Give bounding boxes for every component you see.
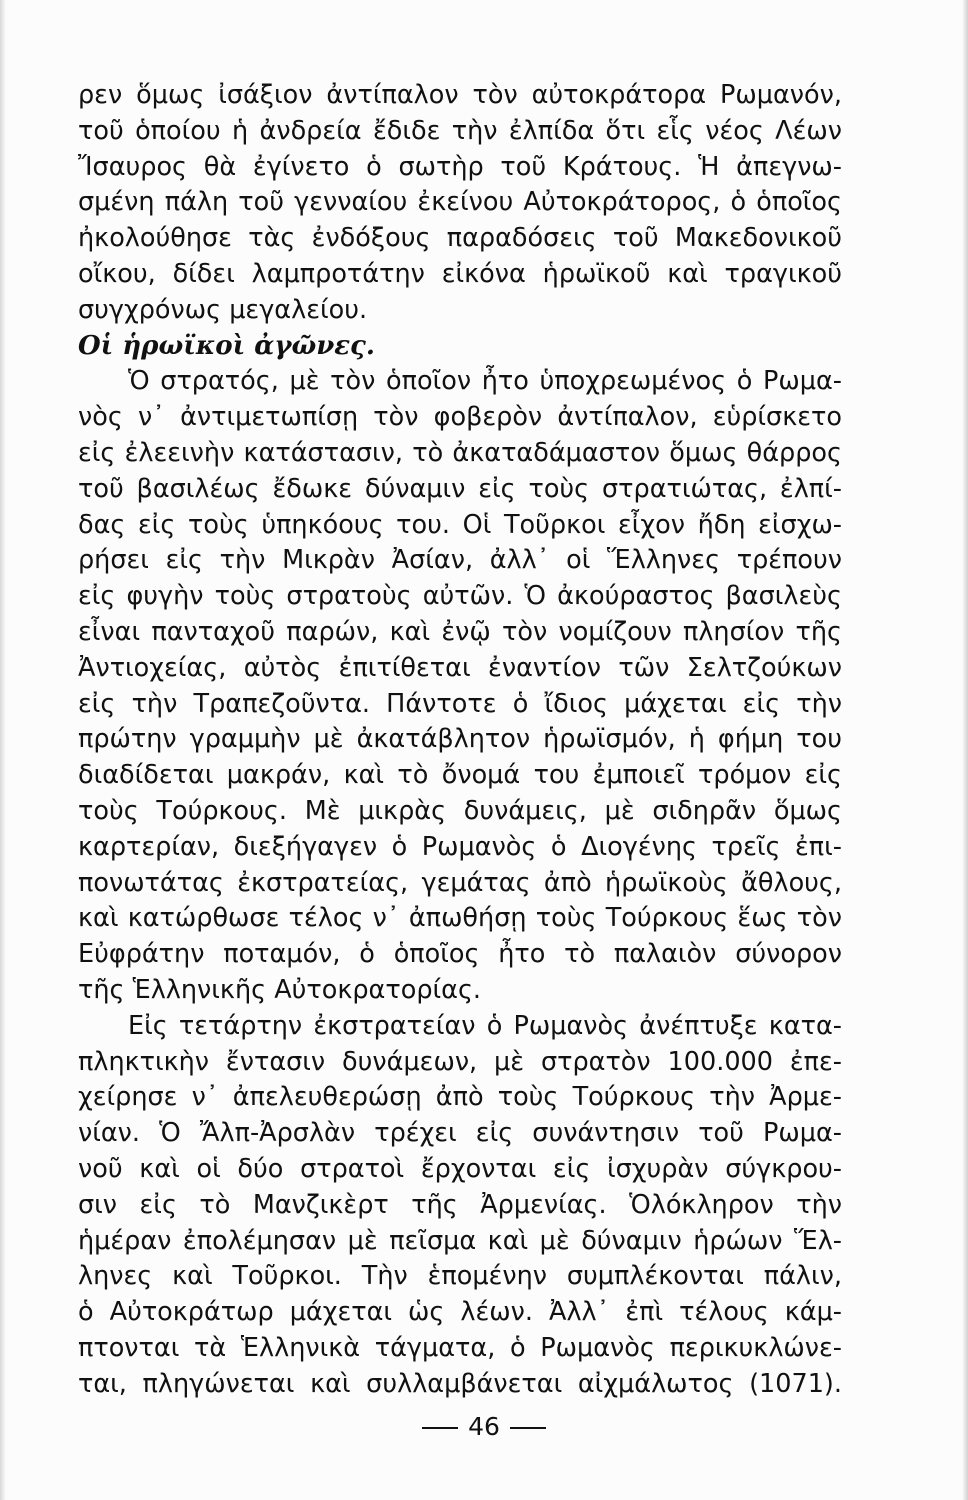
section-heading: Οἱ ἡρωϊκοὶ ἀγῶνες. (78, 330, 375, 361)
text-line: τῆς Ἑλληνικῆς Αὐτοκρατορίας. (78, 974, 482, 1005)
text-line: δας εἰς τοὺς ὑπηκόους του. Οἱ Τοῦρκοι εἶχον ἤδη εἰσχω- (78, 509, 842, 540)
page-number-value: 46 (468, 1412, 500, 1441)
text-line: Ἀντιοχείας, αὐτὸς ἐπιτίθεται ἐναντίον τῶν Σελτζούκων (78, 652, 842, 683)
text-line: διαδίδεται μακράν, καὶ τὸ ὄνομά του ἐμποιεῖ τρόμον εἰς (78, 760, 842, 791)
page-body (78, 78, 842, 1402)
text-line: πτονται τὰ Ἑλληνικὰ τάγματα, ὁ Ρωμανὸς περικυκλώνε- (78, 1332, 842, 1363)
text-line: πληκτικὴν ἔντασιν δυνάμεων, μὲ στρατὸν 100.000 ἐπε- (78, 1046, 842, 1077)
text-line: χείρησε ν᾿ ἀπελευθερώσῃ ἀπὸ τοὺς Τούρκους τὴν Ἀρμε- (78, 1082, 842, 1113)
text-line: εἰς ἐλεεινὴν κατάστασιν, τὸ ἀκαταδάμαστον ὅμως θάρρος (78, 437, 842, 468)
text-line: οἴκου, δίδει λαμπροτάτην εἰκόνα ἡρωϊκοῦ καὶ τραγικοῦ (78, 258, 842, 289)
text-line: σμένη πάλη τοῦ γενναίου ἐκείνου Αὐτοκράτορος, ὁ ὁποῖος (78, 187, 842, 218)
text-line: τοῦ ὁποίου ἡ ἀνδρεία ἔδιδε τὴν ἐλπίδα ὅτι εἷς νέος Λέων (78, 115, 842, 146)
text-line: ρεν ὅμως ἰσάξιον ἀντίπαλον τὸν αὐτοκράτορα Ρωμανόν, (78, 80, 842, 110)
text-line: ρήσει εἰς τὴν Μικρὰν Ἀσίαν, ἀλλ᾿ οἱ Ἕλληνες τρέπουν (78, 545, 842, 576)
text-line: εἰς φυγὴν τοὺς στρατοὺς αὐτῶν. Ὁ ἀκούραστος βασιλεὺς (78, 581, 842, 612)
folio-dash-left (422, 1427, 458, 1429)
text-line: ται, πληγώνεται καὶ συλλαμβάνεται αἰχμάλωτος (1071). (78, 1368, 842, 1399)
text-line: νὸς ν᾿ ἀντιμετωπίσῃ τὸν φοβερὸν ἀντίπαλον, εὑρίσκετο (78, 402, 842, 433)
text-line: νίαν. Ὁ Ἄλπ-Ἀρσλὰν τρέχει εἰς συνάντησιν τοῦ Ρωμα- (78, 1118, 842, 1149)
text-line: σιν εἰς τὸ Μανζικὲρτ τῆς Ἀρμενίας. Ὁλόκληρον τὴν (78, 1189, 842, 1220)
text-line: εἶναι πανταχοῦ παρών, καὶ ἐνῷ τὸν νομίζουν πλησίον τῆς (78, 616, 842, 647)
text-line: νοῦ καὶ οἱ δύο στρατοὶ ἔρχονται εἰς ἰσχυρὰν σύγκρου- (78, 1153, 842, 1184)
text-line: πονωτάτας ἐκστρατείας, γεμάτας ἀπὸ ἡρωϊκοὺς ἄθλους, (78, 867, 842, 898)
text-line: τοῦ βασιλέως ἔδωκε δύναμιν εἰς τοὺς στρατιώτας, ἐλπί- (78, 473, 842, 504)
folio-dash-right (510, 1427, 546, 1429)
text-line: ἡμέραν ἐπολέμησαν μὲ πεῖσμα καὶ μὲ δύναμιν ἡρώων Ἕλ- (78, 1225, 842, 1256)
text-line: καρτερίαν, διεξήγαγεν ὁ Ρωμανὸς ὁ Διογένης τρεῖς ἐπι- (78, 831, 842, 862)
text-line: ληνες καὶ Τοῦρκοι. Τὴν ἑπομένην συμπλέκονται πάλιν, (78, 1261, 842, 1292)
text-line: καὶ κατώρθωσε τέλος ν᾿ ἀπωθήσῃ τοὺς Τούρκους ἕως τὸν (78, 903, 842, 934)
text-line: ἠκολούθησε τὰς ἐνδόξους παραδόσεις τοῦ Μακεδονικοῦ (78, 223, 842, 254)
text-line: Ὁ στρατός, μὲ τὸν ὁποῖον ἦτο ὑποχρεωμένος ὁ Ρωμα- (128, 366, 842, 397)
page-edge-shadow-right (962, 0, 968, 1500)
text-line: πρώτην γραμμὴν μὲ ἀκατάβλητον ἡρωϊσμόν, ἡ φήμη του (78, 724, 842, 755)
text-line: Εὐφράτην ποταμόν, ὁ ὁποῖος ἦτο τὸ παλαιὸν σύνορον (78, 939, 842, 970)
text-line: Εἰς τετάρτην ἐκστρατείαν ὁ Ρωμανὸς ἀνέπτυξε κατα- (128, 1010, 842, 1041)
text-line: εἰς τὴν Τραπεζοῦντα. Πάντοτε ὁ ἴδιος μάχεται εἰς τὴν (78, 688, 842, 719)
text-line: ὁ Αὐτοκράτωρ μάχεται ὡς λέων. Ἀλλ᾿ ἐπὶ τέλους κάμ- (78, 1297, 842, 1328)
text-line: Ἴσαυρος θὰ ἐγίνετο ὁ σωτὴρ τοῦ Κράτους. Ἡ ἀπεγνω- (78, 151, 842, 182)
text-line: συγχρόνως μεγαλείου. (78, 294, 368, 325)
page-number (0, 1412, 968, 1441)
page-edge-shadow-left (0, 0, 6, 1500)
text-line: τοὺς Τούρκους. Μὲ μικρὰς δυνάμεις, μὲ σιδηρᾶν ὅμως (78, 795, 842, 826)
